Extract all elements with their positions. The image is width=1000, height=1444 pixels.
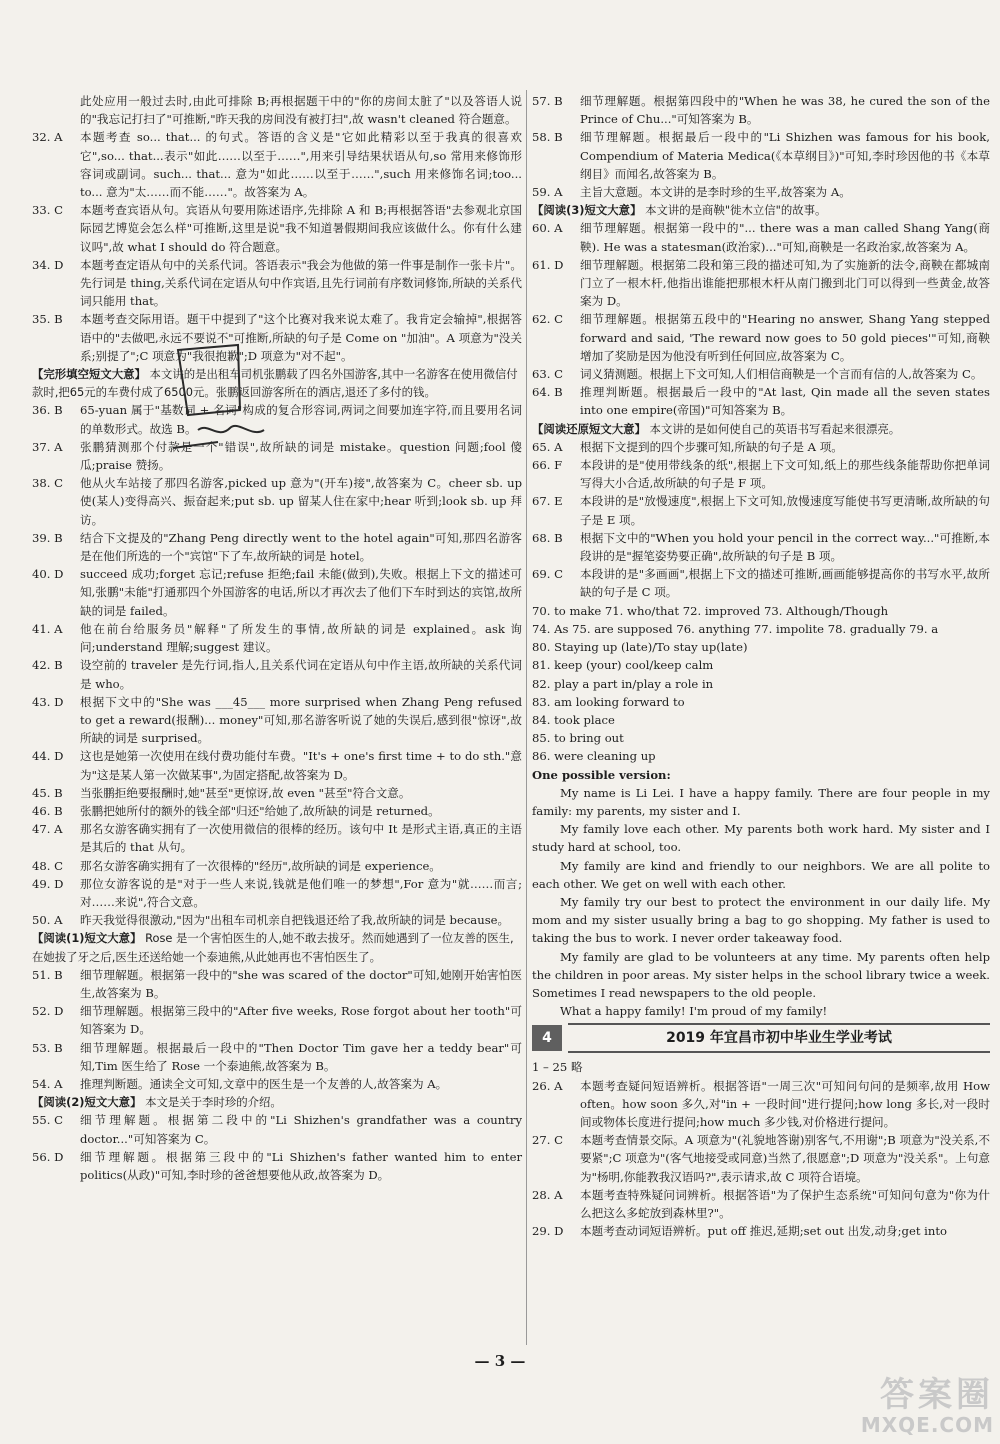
answer-explanation: 张鹏把她所付的额外的钱全部"归还"给她了,故所缺的词是 returned。 bbox=[80, 803, 440, 818]
answer-line: 1 – 25 略 bbox=[532, 1060, 583, 1075]
answer-number: 41. A bbox=[32, 621, 63, 636]
essay-paragraph: What a happy family! I'm proud of my family! bbox=[560, 1004, 828, 1019]
answer-explanation: 细节理解题。根据第三段中的"After five weeks, Rose forgot about her tooth"可知答案为 D。 bbox=[80, 1004, 522, 1037]
answer-explanation: 推理判断题。根据最后一段中的"At last, Qin made all the seven states into one empire(帝国)"可知答案为 B。 bbox=[580, 385, 990, 418]
watermark-chinese: 答案圈 bbox=[880, 1375, 994, 1415]
answer-item bbox=[532, 456, 990, 492]
right-bottom-answers bbox=[532, 1058, 990, 1240]
answer-item bbox=[32, 1039, 522, 1075]
answer-explanation: 细节理解题。根据最后一段中的"Li Shizhen was famous for his book, Compendium of Materia Medica(《本草纲目》)"可知,李时珍因他的书《本草纲目》而闻名,故答案为 B。 bbox=[580, 130, 990, 181]
short-answer-line: 74. As 75. are supposed 76. anything 77. impolite 78. gradually 79. a bbox=[532, 621, 939, 636]
answer-explanation: 本题考查情景交际。A 项意为"(礼貌地答谢)别客气,不用谢";B 项意为"没关系,不要紧";C 项意为"(客气地接受或同意)当然了,很愿意";D 项意为"没关系"。上句意为"杨明,你能教我汉语吗?",表示请求,故 C 项符合语境。 bbox=[580, 1133, 990, 1184]
right-top-answers bbox=[532, 92, 990, 602]
answer-number: 34. D bbox=[32, 257, 64, 272]
passage-summary bbox=[32, 1093, 522, 1111]
answer-explanation: 主旨大意题。本文讲的是李时珍的生平,故答案为 A。 bbox=[580, 185, 851, 200]
answer-item bbox=[532, 529, 990, 565]
column-divider bbox=[526, 90, 527, 1345]
essay-paragraph: My family are glad to be volunteers at any time. My parents often help the children in poor areas. My sister helps in the school library twice a week. Sometimes I read newspapers to the old people. bbox=[532, 949, 990, 1000]
answer-item bbox=[32, 911, 522, 929]
passage-summary-heading: 【阅读还原短文大意】 bbox=[532, 421, 646, 436]
answer-explanation: 设空前的 traveler 是先行词,指人,且关系代词在定语从句中作主语,故所缺的关系代词是 who。 bbox=[80, 658, 522, 691]
answer-number: 65. A bbox=[532, 439, 563, 454]
passage-summary-heading: 【阅读(3)短文大意】 bbox=[532, 203, 642, 218]
answer-explanation: 本题考查疑问短语辨析。根据答语"一周三次"可知问句问的是频率,故用 How often。how soon 多久,对"in + 一段时间"进行提问;how long 多长,对一段时间或物体长度进行提问;how much 多少钱,对价格进行提问。 bbox=[580, 1078, 990, 1129]
essay-paragraph: My family try our best to protect the environment in our daily life. My mom and my sister usually bring a bag to go shopping. My father is used to taking the bus to work. I never order takeaway food. bbox=[532, 894, 990, 946]
short-answer-line: 70. to make 71. who/that 72. improved 73. Although/Though bbox=[532, 603, 889, 618]
answer-number: 39. B bbox=[32, 530, 63, 545]
answer-explanation: 这也是她第一次使用在线付费功能付车费。"It's + one's first time + to do sth."意为"这是某人第一次做某事",为固定搭配,故答案为 D。 bbox=[80, 749, 522, 782]
answer-explanation: 本题考查交际用语。题干中提到了"这个比赛对我来说太难了。我肯定会输掉",根据答语中的"去做吧,永远不要说不"可推断,所缺的句子是 Come on "加油"。A 项意为"没关系;别提了";C 项意为"我很抱歉";D 项意为"对不起"。 bbox=[80, 312, 522, 363]
answer-number: 37. A bbox=[32, 439, 63, 454]
answer-explanation: 当张鹏拒绝要报酬时,她"甚至"更惊讶,故 even "甚至"符合文意。 bbox=[80, 785, 411, 800]
answer-item bbox=[532, 365, 990, 383]
answer-number: 43. D bbox=[32, 694, 64, 709]
passage-summary-text: 本文讲的是如何使自己的英语书写看起来很漂亮。 bbox=[649, 421, 901, 436]
answer-explanation: 词义猜测题。根据上下文可知,人们相信商鞅是一个言而有信的人,故答案为 C。 bbox=[580, 367, 983, 382]
answer-number: 44. D bbox=[32, 749, 64, 764]
answer-explanation: 张鹏猜测那个付款是一个"错误",故所缺的词是 mistake。question 问题;fool 傻瓜;praise 赞扬。 bbox=[80, 439, 522, 473]
answer-number: 57. B bbox=[532, 94, 563, 108]
answer-number: 66. F bbox=[532, 458, 563, 473]
answer-item bbox=[32, 128, 522, 201]
answer-number: 28. A bbox=[532, 1187, 563, 1202]
passage-summary-text: 本文讲的是出租车司机张鹏载了四名外国游客,其中一名游客在使用微信付款时,把65元的车费付成了6500元。张鹏返回游客所在的酒店,退还了多付的钱。 bbox=[32, 367, 518, 400]
answer-number: 45. B bbox=[32, 785, 63, 800]
answer-number: 38. C bbox=[32, 476, 63, 491]
answer-number: 64. B bbox=[532, 385, 563, 400]
answer-number: 63. C bbox=[532, 367, 563, 382]
handwriting-scribble-icon bbox=[168, 330, 288, 460]
answer-number: 42. B bbox=[32, 658, 63, 673]
answer-explanation: 细节理解题。根据第一段中的"she was scared of the doctor"可知,她刚开始害怕医生,故答案为 B。 bbox=[80, 967, 522, 1000]
answer-explanation: 细节理解题。根据第三段中的"Li Shizhen's father wanted him to enter politics(从政)"可知,李时珍的爸爸想要他从政,故答案为 D。 bbox=[80, 1149, 522, 1182]
answer-explanation: 他从火车站接了那四名游客,picked up 意为"(开车)接",故答案为 C。cheer sb. up 使(某人)变得高兴、振奋起来;put sb. up 留某人住在家中;hear 听到;look sb. up 拜访。 bbox=[80, 476, 522, 527]
essay-paragraph: My family love each other. My parents both work hard. My sister and I study hard at school, too. bbox=[532, 822, 990, 855]
answer-item bbox=[32, 1002, 522, 1038]
answer-explanation: 他在前台给服务员"解释"了所发生的事情,故所缺的词是 explained。ask 询问;understand 理解;suggest 建议。 bbox=[80, 621, 522, 655]
answer-item bbox=[32, 201, 522, 256]
watermark-url: MXQE.COM bbox=[860, 1413, 994, 1437]
answer-number: 35. B bbox=[32, 312, 63, 327]
answer-explanation: 本题考查宾语从句。宾语从句要用陈述语序,先排除 A 和 B;再根据答语"去参观北京国际园艺博览会怎么样"可推断,这里是说"我不知道暑假期间我应该做什么。你有什么建议吗",故 what I should do 符合题意。 bbox=[80, 203, 522, 254]
exam-section-banner bbox=[532, 1024, 990, 1052]
answer-number: 36. B bbox=[32, 403, 63, 418]
answer-number: 69. C bbox=[532, 567, 563, 582]
model-essay bbox=[532, 784, 990, 1021]
left-column bbox=[32, 92, 522, 1184]
answer-item bbox=[32, 656, 522, 692]
answer-item bbox=[32, 1075, 522, 1093]
answer-number: 62. C bbox=[532, 312, 563, 327]
answer-explanation: 本题考查特殊疑问词辨析。根据答语"为了保护生态系统"可知问句意为"你为什么把这么多蛇放到森林里?"。 bbox=[580, 1187, 990, 1220]
answer-item bbox=[532, 310, 990, 365]
passage-summary-text: 本文讲的是商鞅"徙木立信"的故事。 bbox=[645, 203, 827, 218]
answer-number: 49. D bbox=[32, 876, 64, 891]
answer-item bbox=[532, 1077, 990, 1132]
passage-summary-text: Rose 是一个害怕医生的人,她不敢去拔牙。然而她遇到了一位友善的医生,在她拔了牙之后,医生还送给她一个泰迪熊,从此她再也不害怕医生了。 bbox=[32, 931, 514, 964]
answer-number: 48. C bbox=[32, 858, 63, 873]
answer-explanation: 细节理解题。根据第五段中的"Hearing no answer, Shang Yang stepped forward and said, 'The reward now goes to 50 gold pieces'"可知,商鞅增加了奖励是因为他没有听到任何回应,故答案为 C。 bbox=[580, 312, 990, 363]
essay-paragraph: My family are kind and friendly to our neighbors. We are all polite to each other. We get on well with each other. bbox=[532, 858, 990, 891]
answer-explanation: 那名女游客确实拥有了一次使用微信的很棒的经历。该句中 It 是形式主语,真正的主语是其后的 that 从句。 bbox=[80, 822, 522, 855]
answer-explanation: 根据下文中的"When you hold your pencil in the correct way..."可推断,本段讲的是"握笔姿势要正确",故所缺的句子是 B 项。 bbox=[580, 530, 990, 564]
answer-explanation: 本题考查动词短语辨析。put off 推迟,延期;set out 出发,动身;get into bbox=[580, 1224, 947, 1239]
answer-item bbox=[32, 565, 522, 620]
answer-item bbox=[532, 1131, 990, 1186]
answer-explanation: 本题考查定语从句中的关系代词。答语表示"我会为他做的第一件事是制作一张卡片"。先行词是 thing,关系代词在定语从句中作宾语,且先行词前有序数词修饰,所缺的关系代词只能用 that。 bbox=[80, 257, 522, 309]
answer-item bbox=[532, 128, 990, 183]
answer-explanation: 根据下文中的"She was ___45___ more surprised when Zhang Peng refused to get a reward(报酬)... money"可知,那名游客听说了她的失误后,感到很"惊讶",故所缺的词是 surprised。 bbox=[80, 694, 522, 746]
answer-number: 68. B bbox=[532, 530, 563, 545]
short-answer-line: 81. keep (your) cool/keep calm bbox=[532, 658, 714, 673]
answer-number: 52. D bbox=[32, 1004, 64, 1019]
answer-number: 47. A bbox=[32, 822, 63, 837]
answer-item bbox=[532, 183, 990, 201]
answer-number: 27. C bbox=[532, 1133, 563, 1148]
answer-number: 60. A bbox=[532, 221, 563, 236]
answer-explanation: 本段讲的是"放慢速度",根据上下文可知,放慢速度写能使书写更清晰,故所缺的句子是 E 项。 bbox=[580, 494, 990, 527]
essay-paragraph: My name is Li Lei. I have a happy family. There are four people in my family: my parents, my sister and I. bbox=[532, 785, 990, 818]
section-title: 2019 年宜昌市初中毕业生学业考试 bbox=[568, 1023, 990, 1053]
answer-item bbox=[32, 1111, 522, 1147]
answer-number: 40. D bbox=[32, 567, 64, 582]
page-number: — 3 — bbox=[474, 1352, 526, 1370]
passage-summary bbox=[32, 929, 522, 965]
answer-explanation: 那位女游客说的是"对于一些人来说,钱就是他们唯一的梦想",For 意为"就……而言;对……来说",符合文意。 bbox=[80, 876, 522, 909]
answer-explanation: 细节理解题。根据第一段中的"... there was a man called Shang Yang(商鞅). He was a statesman(政治家)..."可知,商鞅是一名政治家,故答案为 A。 bbox=[580, 221, 990, 254]
answer-explanation: succeed 成功;forget 忘记;refuse 拒绝;fail 未能(做到),失败。根据上下文的描述可知,张鹏"未能"打通那四个外国游客的电话,所以才再次去了他们下车时到达的宾馆,故所缺的词是 failed。 bbox=[80, 567, 522, 618]
answer-item bbox=[32, 256, 522, 311]
answer-number: 59. A bbox=[532, 185, 563, 200]
right-column bbox=[532, 92, 990, 1240]
answer-explanation: 推理判断题。通读全文可知,文章中的医生是一个友善的人,故答案为 A。 bbox=[80, 1076, 448, 1091]
answer-number: 29. D bbox=[532, 1224, 564, 1239]
passage-summary-heading: 【完形填空短文大意】 bbox=[32, 367, 146, 382]
answer-item bbox=[32, 875, 522, 911]
answer-item bbox=[32, 529, 522, 565]
answer-item bbox=[32, 966, 522, 1002]
answer-item bbox=[532, 438, 990, 456]
answer-item bbox=[532, 565, 990, 601]
answer-number: 53. B bbox=[32, 1040, 63, 1055]
answer-explanation: 细节理解题。根据最后一段中的"Then Doctor Tim gave her a teddy bear"可知,Tim 医生给了 Rose 一个泰迪熊,故答案为 B。 bbox=[80, 1040, 522, 1073]
answer-item bbox=[32, 747, 522, 783]
short-answer-line: 82. play a part in/play a role in bbox=[532, 676, 714, 691]
short-answer-line: 85. to bring out bbox=[532, 731, 624, 746]
passage-summary bbox=[532, 201, 990, 219]
answer-item bbox=[32, 802, 522, 820]
short-answer-line: 83. am looking forward to bbox=[532, 694, 685, 709]
short-answer-line: 86. were cleaning up bbox=[532, 749, 656, 764]
answer-item bbox=[32, 820, 522, 856]
answer-number: 51. B bbox=[32, 967, 63, 982]
answer-number: 54. A bbox=[32, 1076, 63, 1091]
answer-number: 55. C bbox=[32, 1113, 63, 1128]
answer-number: 26. A bbox=[532, 1078, 563, 1093]
answer-continuation: 此处应用一般过去时,由此可排除 B;再根据题干中的"你的房间太脏了"以及答语人说的"我忘记打扫了"可推断,"昨天我的房间没有被打扫",故 wasn't cleaned 符合题意。 bbox=[80, 94, 522, 127]
answer-number: 67. E bbox=[532, 494, 563, 509]
answer-item bbox=[532, 92, 990, 128]
answer-item bbox=[32, 620, 522, 656]
answer-number: 32. A bbox=[32, 130, 63, 145]
passage-summary bbox=[532, 420, 990, 438]
answer-explanation: 本段讲的是"使用带线条的纸",根据上下文可知,纸上的那些线条能帮助你把单词写得大小合适,故所缺的句子是 F 项。 bbox=[580, 458, 990, 491]
answer-item bbox=[532, 492, 990, 528]
answer-item bbox=[532, 383, 990, 419]
answer-item bbox=[32, 784, 522, 802]
answer-number: 50. A bbox=[32, 913, 63, 928]
passage-summary-heading: 【阅读(1)短文大意】 bbox=[32, 931, 142, 946]
answer-item bbox=[532, 256, 990, 311]
answer-number: 33. C bbox=[32, 203, 63, 218]
answer-item bbox=[32, 1148, 522, 1184]
answer-number: 46. B bbox=[32, 803, 63, 818]
answer-number: 61. D bbox=[532, 257, 564, 272]
answer-explanation: 本题考查 so... that... 的句式。答语的含义是"它如此精彩以至于我真的很喜欢它",so... that...表示"如此……以至于……",用来引导结果状语从句,so 常用来修饰形容词或副词。such... that... 意为"如此……以至于……",such 用来修饰名词;too... to... 意为"太……而不能……"。故答案为 A。 bbox=[80, 130, 522, 200]
answer-explanation: 细节理解题。根据第四段中的"When he was 38, he cured the son of the Prince of Chu..."可知答案为 B。 bbox=[580, 94, 990, 127]
answer-explanation: 结合下文提及的"Zhang Peng directly went to the hotel again"可知,那四名游客是在他们所选的一个"宾馆"下了车,故所缺的词是 hotel。 bbox=[80, 530, 522, 564]
answer-item bbox=[32, 474, 522, 529]
answer-explanation: 昨天我觉得很激动,"因为"出租车司机亲自把钱退还给了我,故所缺的词是 because。 bbox=[80, 913, 510, 928]
answer-item bbox=[532, 1222, 990, 1240]
short-answer-line: 84. took place bbox=[532, 712, 615, 727]
short-answer-line: 80. Staying up (late)/To stay up(late) bbox=[532, 640, 748, 655]
answer-explanation: 根据下文提到的四个步骤可知,所缺的句子是 A 项。 bbox=[580, 439, 843, 454]
answer-explanation: 细节理解题。根据第二段和第三段的描述可知,为了实施新的法令,商鞅在都城南门立了一根木杆,他指出谁能把那根木杆从南门搬到北门可以得到一些黄金,故答案为 D。 bbox=[580, 257, 990, 309]
passage-summary-text: 本文是关于李时珍的介绍。 bbox=[145, 1095, 282, 1110]
answer-item bbox=[32, 693, 522, 748]
answer-item bbox=[32, 857, 522, 875]
section-number-badge: 4 bbox=[532, 1025, 562, 1051]
answer-number: 58. B bbox=[532, 130, 563, 145]
answer-explanation: 65-yuan 属于"基数词 + 名词"构成的复合形容词,两词之间要加连字符,而且要用名词的单数形式。故选 B。 bbox=[80, 403, 522, 436]
answer-item bbox=[532, 1186, 990, 1222]
essay-heading: One possible version: bbox=[532, 767, 671, 782]
site-watermark-logo bbox=[794, 1376, 994, 1438]
answer-explanation: 细节理解题。根据第二段中的"Li Shizhen's grandfather was a country doctor..."可知答案为 C。 bbox=[80, 1113, 522, 1146]
short-answer-list bbox=[532, 602, 990, 766]
passage-summary-heading: 【阅读(2)短文大意】 bbox=[32, 1095, 142, 1110]
answer-item bbox=[532, 219, 990, 255]
answer-number: 56. D bbox=[32, 1149, 64, 1164]
answer-explanation: 本段讲的是"多画画",根据上下文的描述可推断,画画能够提高你的书写水平,故所缺的句子是 C 项。 bbox=[580, 567, 990, 600]
answer-explanation: 那名女游客确实拥有了一次很棒的"经历",故所缺的词是 experience。 bbox=[80, 858, 441, 873]
